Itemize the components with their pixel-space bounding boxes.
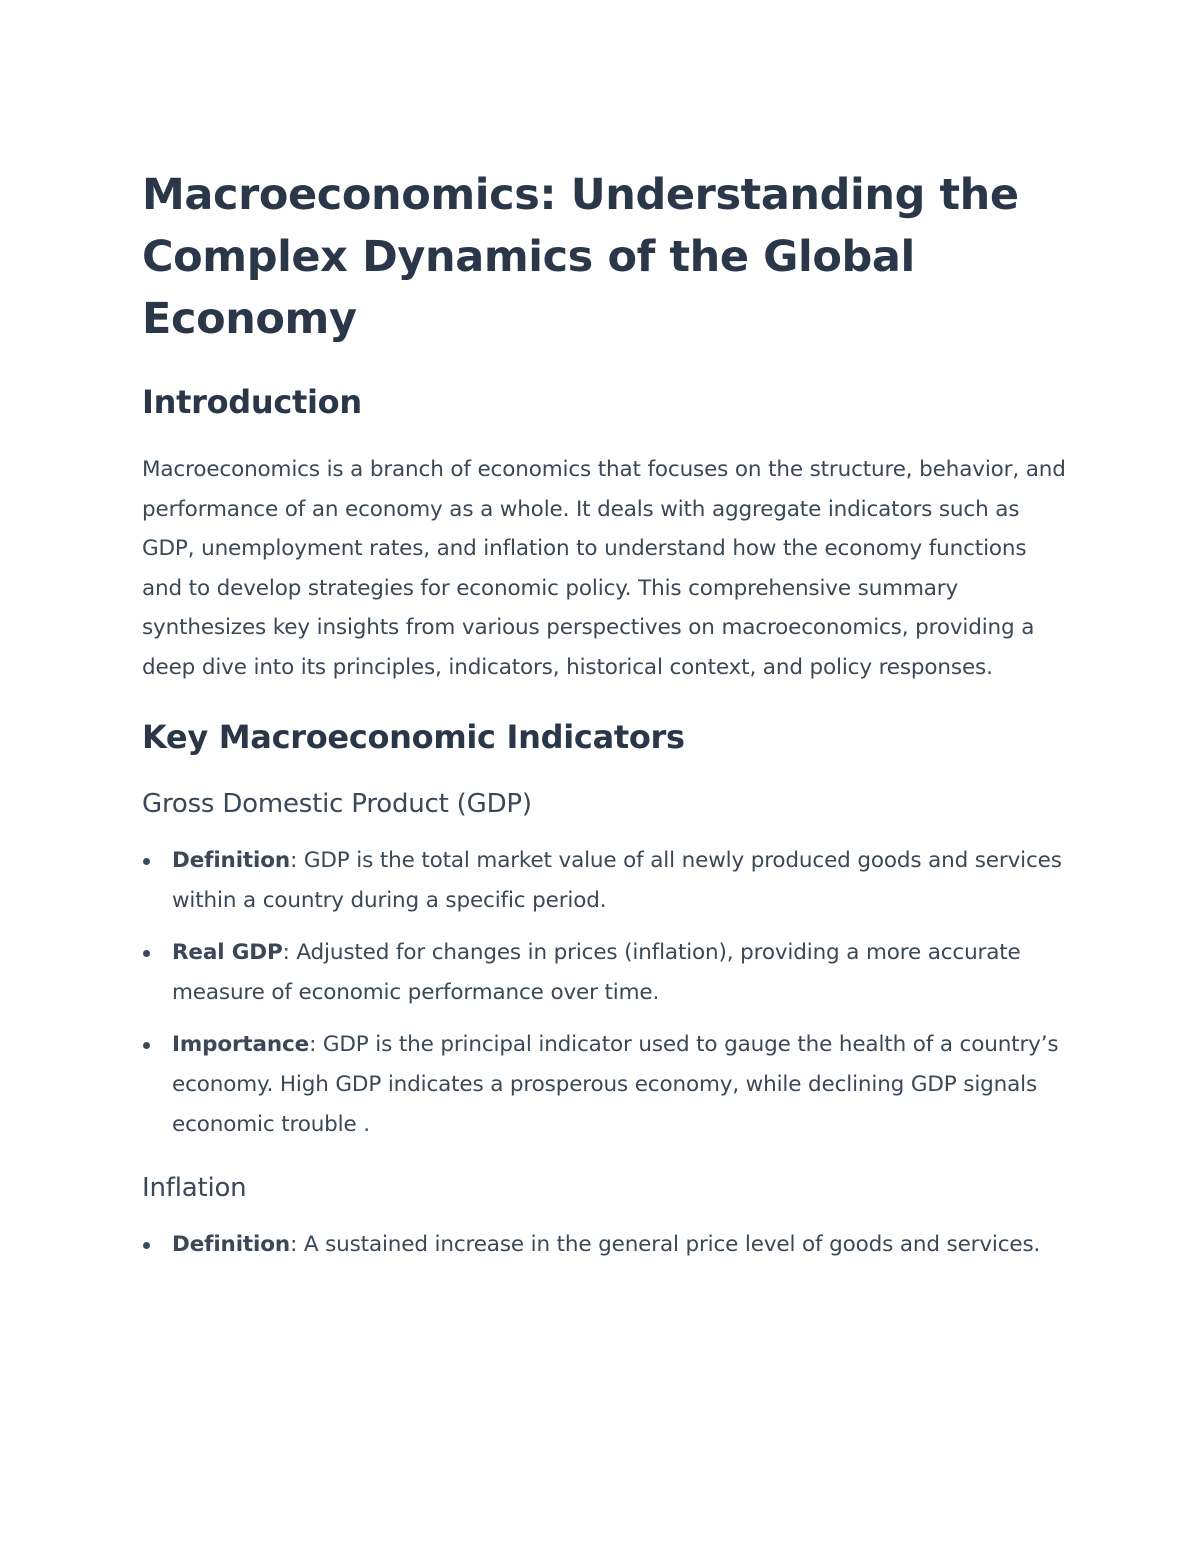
term-label: Importance <box>172 1032 310 1057</box>
gdp-heading: Gross Domestic Product (GDP) <box>142 789 532 819</box>
term-description: : Adjusted for changes in prices (inflation), providing a more accurate measure of economic performance over time. <box>172 940 1021 1005</box>
list-item <box>142 933 1072 1013</box>
bullet-icon <box>143 1042 150 1049</box>
gdp-bullet-list <box>142 841 1072 1145</box>
inflation-heading: Inflation <box>142 1173 247 1203</box>
bullet-icon <box>143 858 150 865</box>
key-indicators-heading: Key Macroeconomic Indicators <box>142 718 685 756</box>
term-description: : A sustained increase in the general price level of goods and services. <box>290 1232 1041 1257</box>
introduction-paragraph: Macroeconomics is a branch of economics that focuses on the structure, behavior, and performance of an economy as a whole. It deals with aggregate indicators such as GDP, unemployment rates, and inflation to understand how the economy functions and to develop strategies for economic policy. This comprehensive summary synthesizes key insights from various perspectives on macroeconomics, providing a deep dive into its principles, indicators, historical context, and policy responses. <box>142 457 1066 680</box>
bullet-icon <box>143 1242 150 1249</box>
term-label: Definition <box>172 848 291 873</box>
document-page <box>142 164 1072 1277</box>
list-item <box>142 841 1072 921</box>
introduction-heading: Introduction <box>142 383 362 421</box>
document-title: Macroeconomics: Understanding the Complex Dynamics of the Global Economy <box>142 170 1019 344</box>
term-label: Definition <box>172 1232 291 1257</box>
term-description: : GDP is the total market value of all newly produced goods and services within a country during a specific period. <box>172 848 1062 913</box>
bullet-icon <box>143 950 150 957</box>
list-item <box>142 1025 1072 1145</box>
inflation-bullet-list <box>142 1225 1072 1265</box>
list-item <box>142 1225 1072 1265</box>
term-label: Real GDP <box>172 940 283 965</box>
term-description: : GDP is the principal indicator used to gauge the health of a country’s economy. High GDP indicates a prosperous economy, while declining GDP signals economic trouble . <box>172 1032 1059 1137</box>
